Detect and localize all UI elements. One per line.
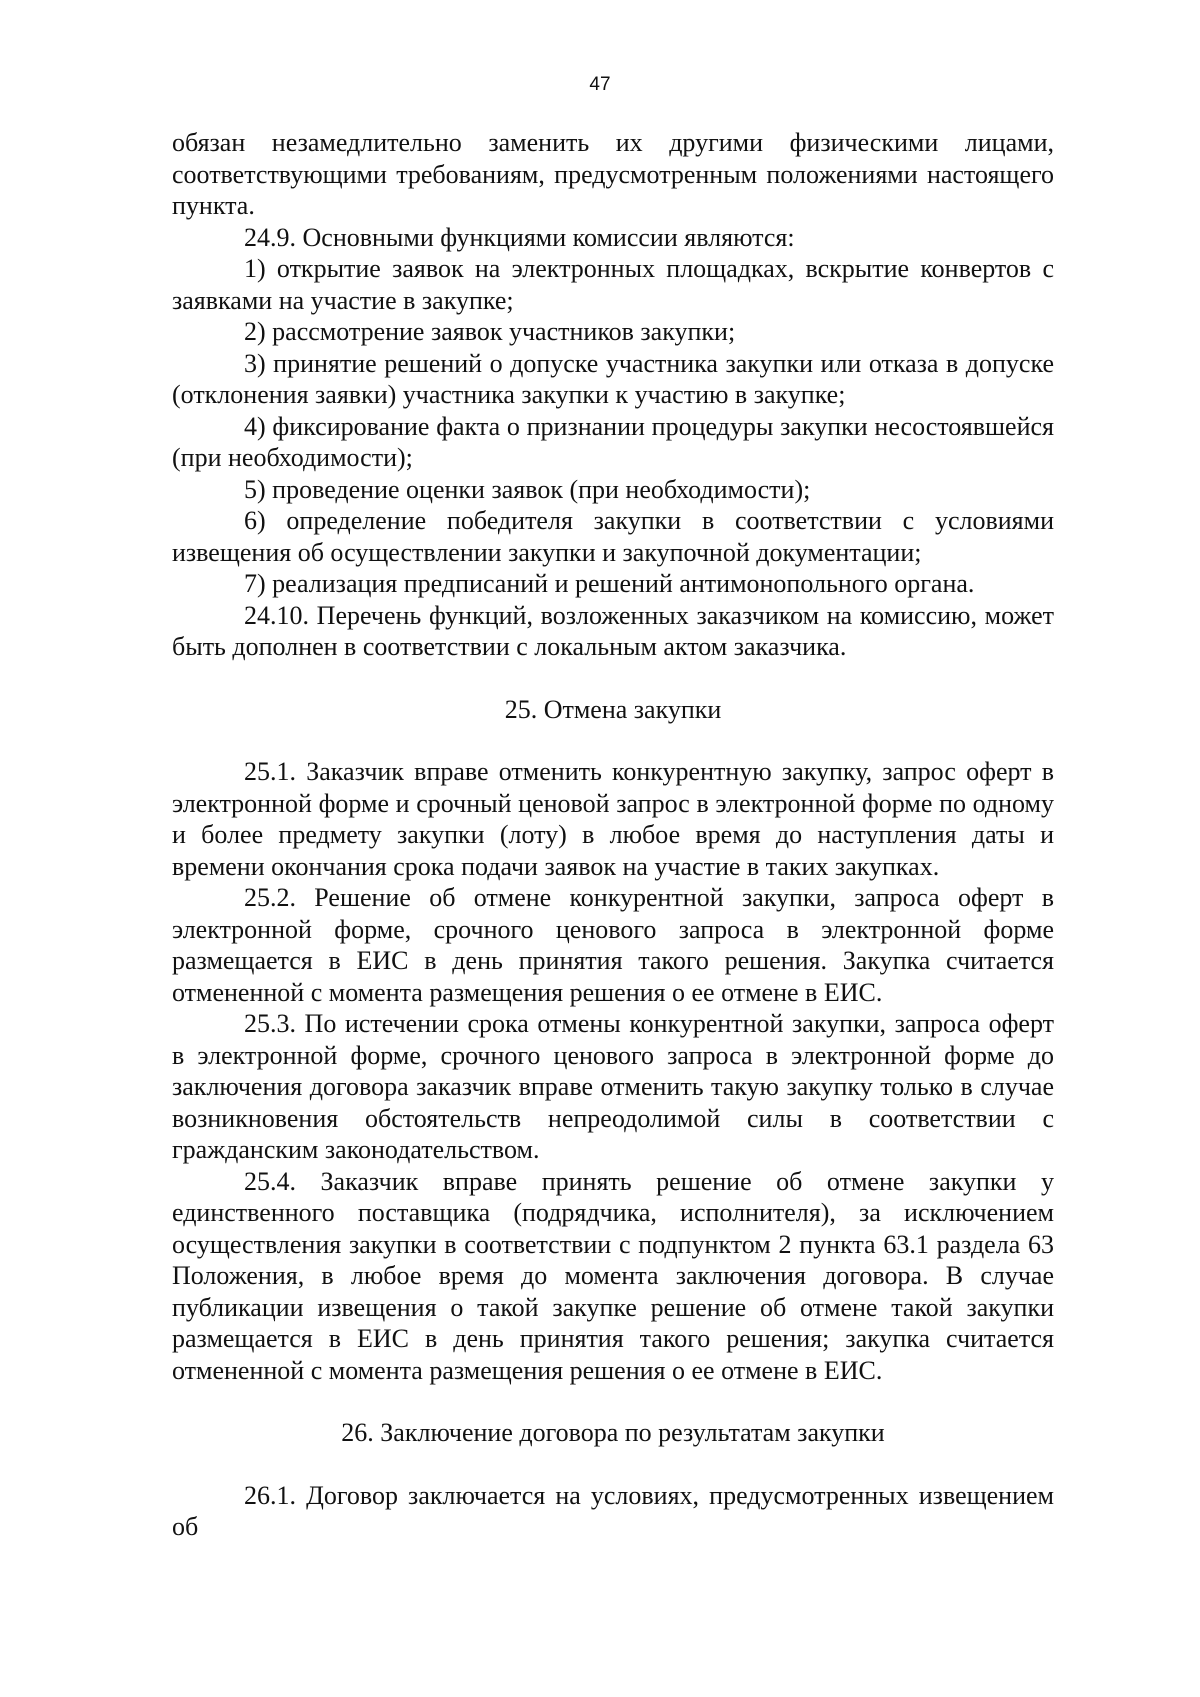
list-item-function-4: 4) фиксирование факта о признании процедуры закупки несостоявшейся (при необходимости); <box>172 411 1054 472</box>
paragraph-26-1: 26.1. Договор заключается на условиях, предусмотренных извещением об <box>172 1480 1054 1541</box>
text-line: пункта. <box>172 191 255 220</box>
paragraph-25-3: 25.3. По истечении срока отмены конкурентной закупки, запроса оферт в электронной форме, срочного ценового запроса в электронной форме до заключения договора заказчик вправе отменить такую закупку только в случае возникновения обстоятельств непреодолимой силы в соответствии с гражданским законодательством. <box>172 1009 1054 1164</box>
paragraph-continuation <box>172 127 1054 222</box>
list-item-function-5: 5) проведение оценки заявок (при необходимости); <box>244 474 811 504</box>
list-item-function-2: 2) рассмотрение заявок участников закупки; <box>244 317 736 346</box>
section-heading-26: 26. Заключение договора по результатам закупки <box>341 1418 885 1447</box>
paragraph-25-2: 25.2. Решение об отмене конкурентной закупки, запроса оферт в электронной форме, срочного ценового запроса в электронной форме размещается в ЕИС в день принятия такого решения. Закупка считается отмененной с момента размещения решения о ее отмене в ЕИС. <box>172 883 1054 1007</box>
list-item-function-1: 1) открытие заявок на электронных площадках, вскрытие конвертов с заявками на участие в закупке; <box>172 254 1054 315</box>
text-line: соответствующими требованиям, предусмотренным положениями настоящего <box>172 159 1054 189</box>
text-line: обязан незамедлительно заменить их другими физическими лицами, <box>172 128 1054 157</box>
page-number: 47 <box>589 74 611 95</box>
paragraph-25-4: 25.4. Заказчик вправе принять решение об отмене закупки у единственного поставщика (подрядчика, исполнителя), за исключением осуществления закупки в соответствии с подпунктом 2 пункта 63.1 раздела 63 Положения, в любое время до момента заключения договора. В случае публикации извещения о такой закупке решение об отмене такой закупки размещается в ЕИС в день принятия такого решения; закупка считается отмененной с момента размещения решения о ее отмене в ЕИС. <box>172 1166 1054 1385</box>
list-item-function-7: 7) реализация предписаний и решений антимонопольного органа. <box>244 569 975 598</box>
list-item-function-3: 3) принятие решений о допуске участника закупки или отказа в допуске (отклонения заявки) участника закупки к участию в закупке; <box>172 348 1054 409</box>
paragraph-24-10: 24.10. Перечень функций, возложенных заказчиком на комиссию, может быть дополнен в соответствии с локальным актом заказчика. <box>172 600 1054 661</box>
section-heading-25: 25. Отмена закупки <box>504 694 722 724</box>
paragraph-25-1: 25.1. Заказчик вправе отменить конкурентную закупку, запрос оферт в электронной форме и срочный ценовой запрос в электронной форме по одному и более предмету закупки (лоту) в любое время до наступления даты и времени окончания срока подачи заявок на участие в таких закупках. <box>172 757 1054 881</box>
paragraph-24-9: 24.9. Основными функциями комиссии являются: <box>244 222 795 252</box>
document-body <box>172 127 1054 1543</box>
list-item-function-6: 6) определение победителя закупки в соответствии с условиями извещения об осуществлении закупки и закупочной документации; <box>172 506 1054 567</box>
